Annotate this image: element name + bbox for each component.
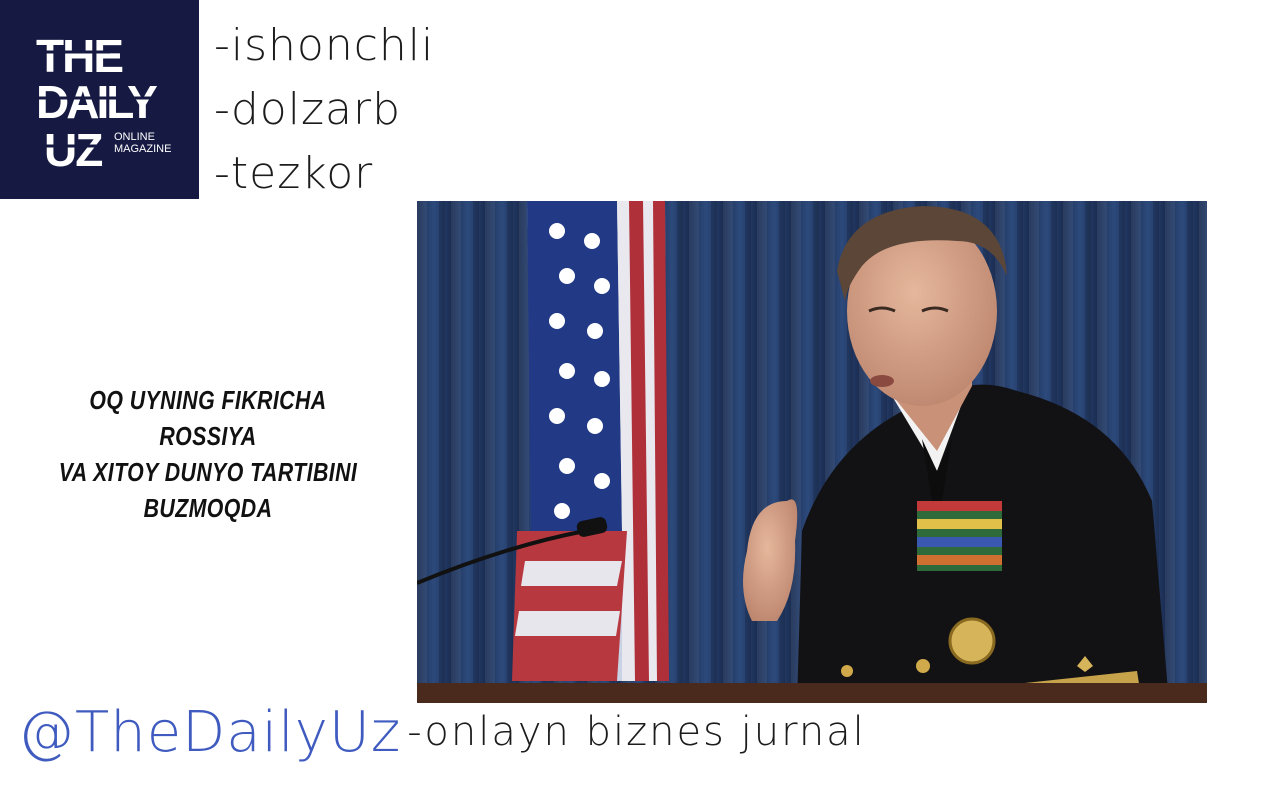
headline-line: OQ UYNING FIKRICHA ROSSIYA [89, 385, 327, 451]
logo-line-the: THE [36, 30, 122, 82]
logo-line-daily: DAILY [36, 76, 155, 128]
medal-ribbons [917, 501, 1002, 571]
footer-subtitle: -onlayn biznes jurnal [407, 709, 866, 755]
headline-line: BUZMOQDA [143, 493, 273, 523]
footer [18, 700, 866, 765]
badge-icon [950, 619, 994, 663]
social-handle[interactable]: @TheDailyUz [18, 700, 402, 765]
logo-line-uz: UZ [44, 124, 102, 176]
flag [512, 201, 669, 681]
tagline-item: -tezkor [214, 148, 374, 199]
brand-logo [0, 0, 199, 199]
headline-line: VA XITOY DUNYO TARTIBINI [58, 457, 358, 487]
logo-sub-magazine: MAGAZINE [114, 143, 172, 155]
press-briefing-photo [417, 201, 1207, 703]
tagline-item: -dolzarb [214, 84, 402, 135]
photo-illustration [417, 201, 1207, 703]
tagline-list [214, 14, 434, 206]
tagline-item: -ishonchli [214, 20, 435, 71]
headline [44, 382, 372, 526]
logo-sub-online: ONLINE [114, 131, 155, 143]
logo-mark [0, 0, 199, 199]
